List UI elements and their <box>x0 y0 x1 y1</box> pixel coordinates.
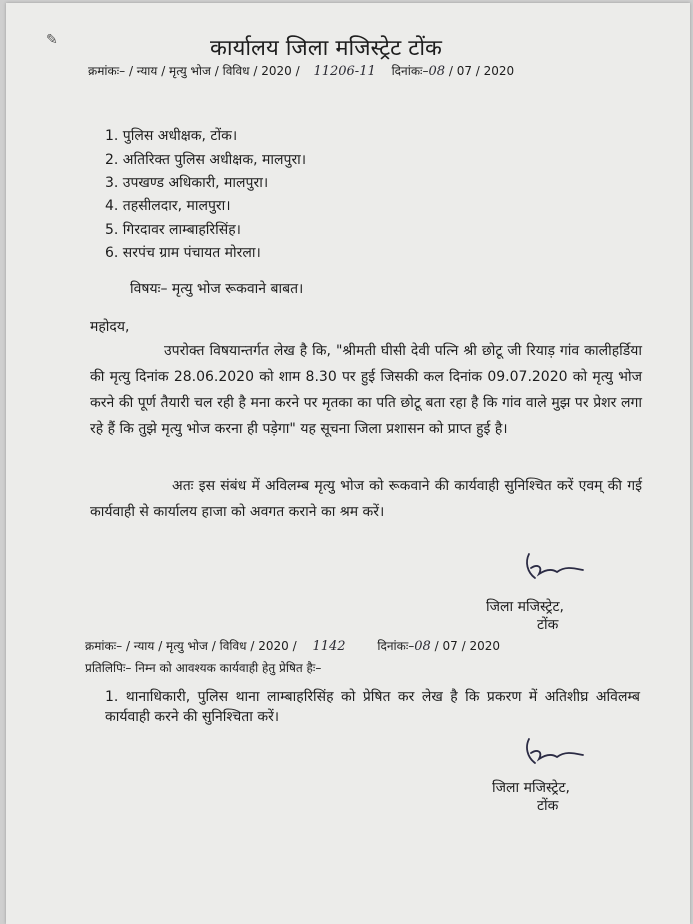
date-value: 08 <box>428 64 446 79</box>
office-title: कार्यालय जिला मजिस्ट्रेट टोंक <box>210 36 442 61</box>
reference-line-2 <box>85 637 500 654</box>
signatory-title-1: जिला मजिस्ट्रेट, <box>486 599 564 615</box>
recipient-item: 5. गिरदावर लाम्बाहरिसिंह। <box>105 222 241 238</box>
body-paragraph-2: अतः इस संबंध में अविलम्ब मृत्यु भोज को रूकवाने की कार्यवाही सुनिश्चित करें एवम् की गई कार्यवाही से कार्यालय हाजा को अवगत कराने का श्रम करें। <box>90 478 642 520</box>
reference-number-2: 1142 <box>312 639 346 654</box>
recipient-item: 3. उपखण्ड अधिकारी, मालपुरा। <box>105 175 269 191</box>
date-value-2: 08 <box>414 639 431 654</box>
reference-prefix-2: क्रमांकः– / न्याय / मृत्यु भोज / विविध / 2020 / <box>85 639 297 653</box>
signatory-place-2: टोंक <box>537 798 559 814</box>
recipient-item: 6. सरपंच ग्राम पंचायत मोरला। <box>105 245 261 261</box>
signature-1 <box>521 548 591 588</box>
body-paragraph-1: उपरोक्त विषयान्तर्गत लेख है कि, "श्रीमती घीसी देवी पत्नि श्री छोटू जी रियाड़ गांव कालीहर्डिया की मृत्यु दिनांक 28.06.2020 को शाम 8.30 पर हुई जिसकी कल दिनांक 09.07.2020 को मृत्यु भोज करने की पूर्ण तैयारी चल रही है मना करने पर मृतका का पति छोटू बता रहा है कि गांव वाले मुझ पर प्रेशर लगा रहे हैं कि तुझे मृत्यु भोज करना ही पड़ेगा" यह सूचना जिला प्रशासन को प्राप्त हुई है। <box>90 343 642 437</box>
subject-line: विषयः– मृत्यु भोज रूकवाने बाबत। <box>130 281 304 297</box>
recipient-item: 2. अतिरिक्त पुलिस अधीक्षक, मालपुरा। <box>105 152 307 168</box>
recipient-item: 4. तहसीलदार, मालपुरा। <box>105 198 231 214</box>
document-page <box>6 3 690 924</box>
date-suffix-2: / 07 / 2020 <box>434 639 500 653</box>
signatory-title-2: जिला मजिस्ट्रेट, <box>492 780 570 796</box>
signature-2 <box>521 735 591 771</box>
date-label-2: दिनांकः– <box>377 639 415 653</box>
copy-item: 1. थानाधिकारी, पुलिस थाना लाम्बाहरिसिंह को प्रेषित कर लेख है कि प्रकरण में अतिशीघ्र अविलम्ब कार्यवाही करने की सुनिश्चिता करें। <box>105 689 640 725</box>
reference-prefix: क्रमांकः– / न्याय / मृत्यु भोज / विविध / 2020 / <box>88 64 300 78</box>
pen-mark: ✎ <box>46 32 58 48</box>
date-suffix: / 07 / 2020 <box>448 64 515 78</box>
reference-line <box>88 62 514 79</box>
copy-line: प्रतिलिपिः– निम्न को आवश्यक कार्यवाही हेतु प्रेषित हैः– <box>85 661 322 675</box>
date-label: दिनांकः– <box>391 64 429 78</box>
recipient-item: 1. पुलिस अधीक्षक, टोंक। <box>105 128 238 144</box>
signatory-place-1: टोंक <box>537 617 559 633</box>
reference-number: 11206-11 <box>313 64 376 79</box>
salutation: महोदय, <box>90 319 130 335</box>
